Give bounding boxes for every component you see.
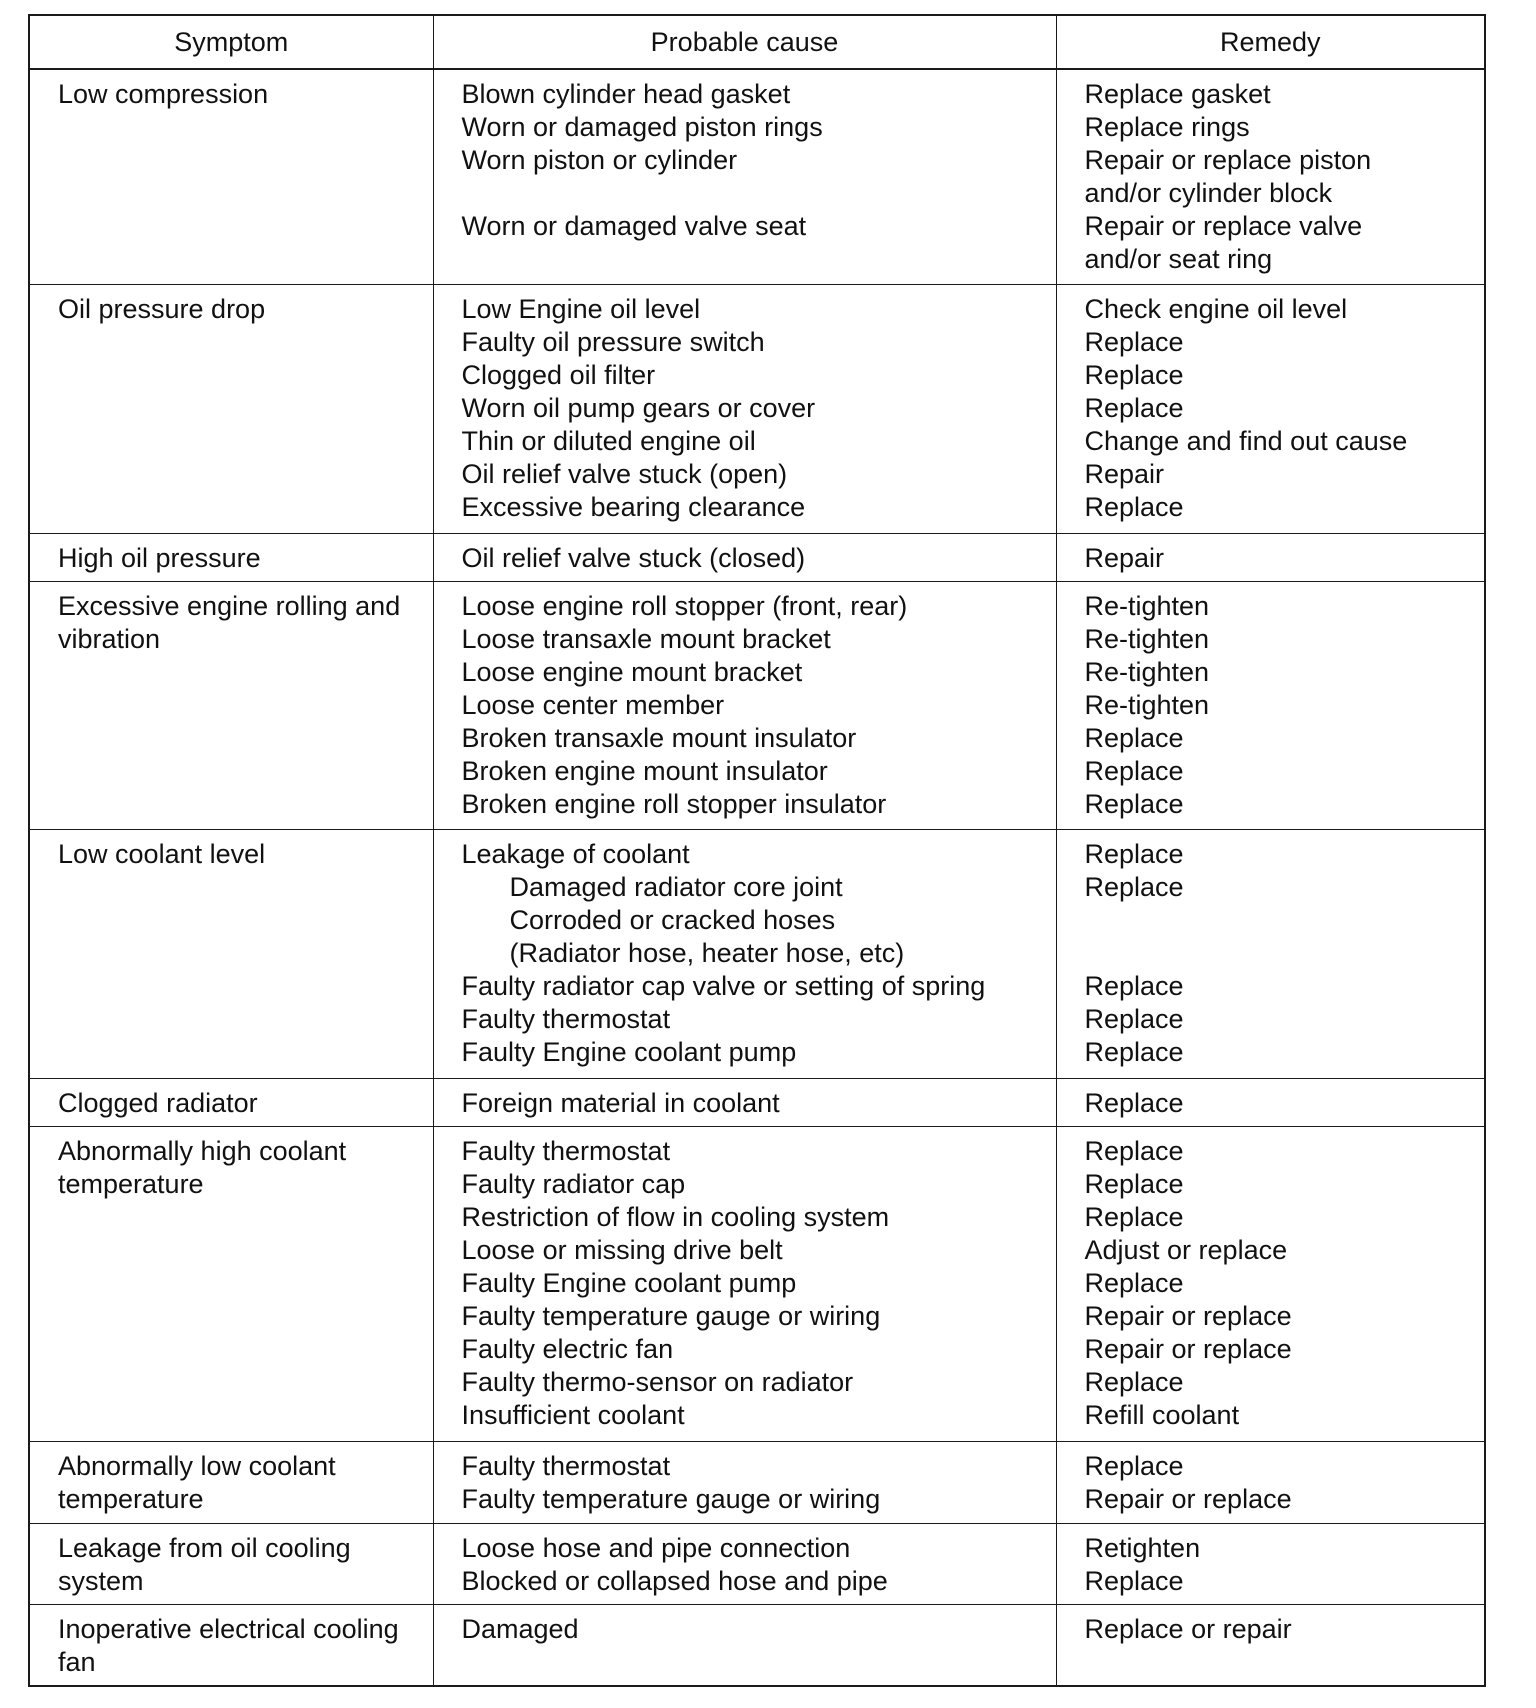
remedy-line: Replace: [1084, 1004, 1184, 1035]
remedy-cell: [1056, 285, 1484, 534]
troubleshooting-table: [30, 16, 1484, 1685]
symptom-text: Clogged radiator: [58, 1087, 258, 1118]
remedy-line: Refill coolant: [1084, 1399, 1240, 1430]
cause-line: Faulty thermostat: [461, 1135, 671, 1166]
remedy-line: Repair: [1084, 542, 1165, 573]
table-row: [30, 830, 1484, 1079]
cause-line: Loose or missing drive belt: [461, 1234, 783, 1265]
remedy-line: Replace: [1084, 722, 1184, 753]
table-row: [30, 285, 1484, 534]
cause-line: Worn oil pump gears or cover: [461, 393, 816, 424]
remedy-line: Re-tighten: [1084, 689, 1210, 720]
cause-line: Worn piston or cylinder: [461, 145, 738, 175]
symptom-cell: [30, 1442, 433, 1523]
cause-line: Low Engine oil level: [461, 294, 701, 325]
table-row: [30, 533, 1484, 581]
remedy-line: and/or seat ring: [1084, 244, 1273, 274]
table-row: [30, 1523, 1484, 1604]
cause-line: Broken transaxle mount insulator: [461, 722, 857, 753]
symptom-text: Abnormally high coolant temperature: [58, 1135, 347, 1199]
cause-line: Corroded or cracked hoses: [509, 905, 836, 936]
cause-line: Faulty radiator cap: [461, 1168, 686, 1199]
remedy-line: Retighten: [1084, 1532, 1201, 1563]
cause-line: Damaged radiator core joint: [509, 872, 843, 903]
remedy-cell: [1056, 1604, 1484, 1685]
remedy-line: Re-tighten: [1084, 623, 1210, 654]
symptom-text: Low compression: [58, 79, 269, 109]
remedy-line: Repair or replace: [1084, 1333, 1292, 1364]
remedy-line: Replace: [1084, 1366, 1184, 1397]
symptom-cell: [30, 1126, 433, 1442]
remedy-line: Replace: [1084, 1037, 1184, 1068]
remedy-line: Re-tighten: [1084, 590, 1210, 621]
cause-line: Faulty Engine coolant pump: [461, 1267, 797, 1298]
header-symptom: Symptom: [30, 16, 433, 69]
cause-line: Worn or damaged valve seat: [461, 211, 807, 241]
remedy-line: Replace: [1084, 755, 1184, 786]
remedy-line: Replace: [1084, 1201, 1184, 1232]
symptom-cell: [30, 1604, 433, 1685]
remedy-line: Adjust or replace: [1084, 1234, 1288, 1265]
remedy-line: Replace: [1084, 1451, 1184, 1482]
cause-line: Leakage of coolant: [461, 839, 690, 870]
table-row: [30, 69, 1484, 285]
table-row: [30, 1442, 1484, 1523]
cause-line: Loose engine mount bracket: [461, 656, 803, 687]
symptom-cell: [30, 1078, 433, 1126]
table-row: [30, 581, 1484, 830]
remedy-line: Repair or replace: [1084, 1484, 1292, 1515]
cause-line: Blown cylinder head gasket: [461, 79, 791, 109]
cause-line: Broken engine roll stopper insulator: [461, 788, 887, 819]
symptom-cell: [30, 830, 433, 1079]
remedy-cell: [1056, 1442, 1484, 1523]
remedy-line: Replace: [1084, 1087, 1184, 1118]
cause-line: (Radiator hose, heater hose, etc): [509, 938, 905, 969]
cause-line: Restriction of flow in cooling system: [461, 1201, 890, 1232]
probable-cause-cell: [433, 69, 1056, 285]
probable-cause-cell: [433, 1523, 1056, 1604]
symptom-text: High oil pressure: [58, 542, 261, 573]
cause-line: Oil relief valve stuck (closed): [461, 542, 806, 573]
remedy-line: Replace rings: [1084, 112, 1250, 142]
symptom-cell: [30, 285, 433, 534]
remedy-line: Repair or replace valve: [1084, 211, 1363, 241]
cause-line: Loose hose and pipe connection: [461, 1532, 851, 1563]
cause-line: Faulty thermostat: [461, 1004, 671, 1035]
remedy-line: and/or cylinder block: [1084, 178, 1333, 208]
remedy-line: Change and find out cause: [1084, 426, 1408, 457]
troubleshooting-sheet: [28, 14, 1486, 1687]
table-row: [30, 1604, 1484, 1685]
symptom-cell: [30, 581, 433, 830]
cause-line: Faulty oil pressure switch: [461, 327, 765, 358]
cause-line: Faulty thermostat: [461, 1451, 671, 1482]
cause-line: Faulty radiator cap valve or setting of spring: [461, 971, 986, 1002]
remedy-line: Replace: [1084, 492, 1184, 523]
symptom-text: Abnormally low coolant temperature: [58, 1451, 336, 1515]
remedy-line: Check engine oil level: [1084, 294, 1348, 325]
cause-line: Excessive bearing clearance: [461, 492, 806, 523]
probable-cause-cell: [433, 1604, 1056, 1685]
table-row: [30, 1078, 1484, 1126]
symptom-cell: [30, 533, 433, 581]
remedy-line: Replace: [1084, 393, 1184, 424]
header-remedy: Remedy: [1056, 16, 1484, 69]
probable-cause-cell: [433, 1442, 1056, 1523]
remedy-line: Replace: [1084, 1267, 1184, 1298]
remedy-line: Repair: [1084, 459, 1165, 490]
remedy-cell: [1056, 1523, 1484, 1604]
remedy-cell: [1056, 69, 1484, 285]
cause-line: Worn or damaged piston rings: [461, 112, 823, 142]
remedy-line: Replace: [1084, 1168, 1184, 1199]
symptom-text: Excessive engine rolling and vibration: [58, 590, 401, 654]
symptom-text: Low coolant level: [58, 839, 266, 870]
table-header: [30, 16, 1484, 69]
probable-cause-cell: [433, 1078, 1056, 1126]
remedy-cell: [1056, 581, 1484, 830]
symptom-text: Inoperative electrical cooling fan: [58, 1613, 399, 1677]
remedy-line: Replace: [1084, 327, 1184, 358]
cause-line: Faulty temperature gauge or wiring: [461, 1484, 881, 1515]
remedy-line: Replace: [1084, 1135, 1184, 1166]
remedy-cell: [1056, 533, 1484, 581]
cause-line: Faulty temperature gauge or wiring: [461, 1300, 881, 1331]
cause-line: Insufficient coolant: [461, 1399, 685, 1430]
cause-line: Faulty electric fan: [461, 1333, 674, 1364]
cause-line: Broken engine mount insulator: [461, 755, 828, 786]
symptom-cell: [30, 69, 433, 285]
remedy-cell: [1056, 1078, 1484, 1126]
cause-line: Thin or diluted engine oil: [461, 426, 756, 457]
cause-line: Faulty Engine coolant pump: [461, 1037, 797, 1068]
probable-cause-cell: [433, 533, 1056, 581]
table-row: [30, 1126, 1484, 1442]
remedy-line: Replace: [1084, 839, 1184, 870]
probable-cause-cell: [433, 1126, 1056, 1442]
cause-line: Foreign material in coolant: [461, 1087, 780, 1118]
remedy-line: Replace: [1084, 872, 1184, 903]
remedy-line: Replace: [1084, 788, 1184, 819]
remedy-line: Replace: [1084, 1565, 1184, 1596]
remedy-line: Replace: [1084, 971, 1184, 1002]
cause-line: Damaged: [461, 1613, 579, 1644]
header-row: [30, 16, 1484, 69]
remedy-cell: [1056, 1126, 1484, 1442]
symptom-text: Oil pressure drop: [58, 294, 266, 325]
remedy-line: Repair or replace piston: [1084, 145, 1372, 175]
remedy-line: [1085, 937, 1475, 970]
symptom-text: Leakage from oil cooling system: [58, 1532, 351, 1596]
header-probable-cause: Probable cause: [433, 16, 1056, 69]
remedy-cell: [1056, 830, 1484, 1079]
probable-cause-cell: [433, 830, 1056, 1079]
cause-line: Clogged oil filter: [461, 360, 656, 391]
remedy-line: Repair or replace: [1084, 1300, 1292, 1331]
probable-cause-cell: [433, 581, 1056, 830]
table-body: [30, 69, 1484, 1685]
cause-line: Blocked or collapsed hose and pipe: [461, 1565, 888, 1596]
cause-line: Faulty thermo-sensor on radiator: [461, 1366, 854, 1397]
cause-line: Oil relief valve stuck (open): [461, 459, 788, 490]
cause-line: [462, 177, 1046, 210]
cause-line: Loose engine roll stopper (front, rear): [461, 590, 908, 621]
cause-line: Loose center member: [461, 689, 725, 720]
symptom-cell: [30, 1523, 433, 1604]
remedy-line: Re-tighten: [1084, 656, 1210, 687]
remedy-line: Replace or repair: [1084, 1613, 1292, 1644]
remedy-line: Replace: [1084, 360, 1184, 391]
remedy-line: Replace gasket: [1084, 79, 1271, 109]
remedy-line: [1085, 904, 1475, 937]
probable-cause-cell: [433, 285, 1056, 534]
cause-line: Loose transaxle mount bracket: [461, 623, 831, 654]
